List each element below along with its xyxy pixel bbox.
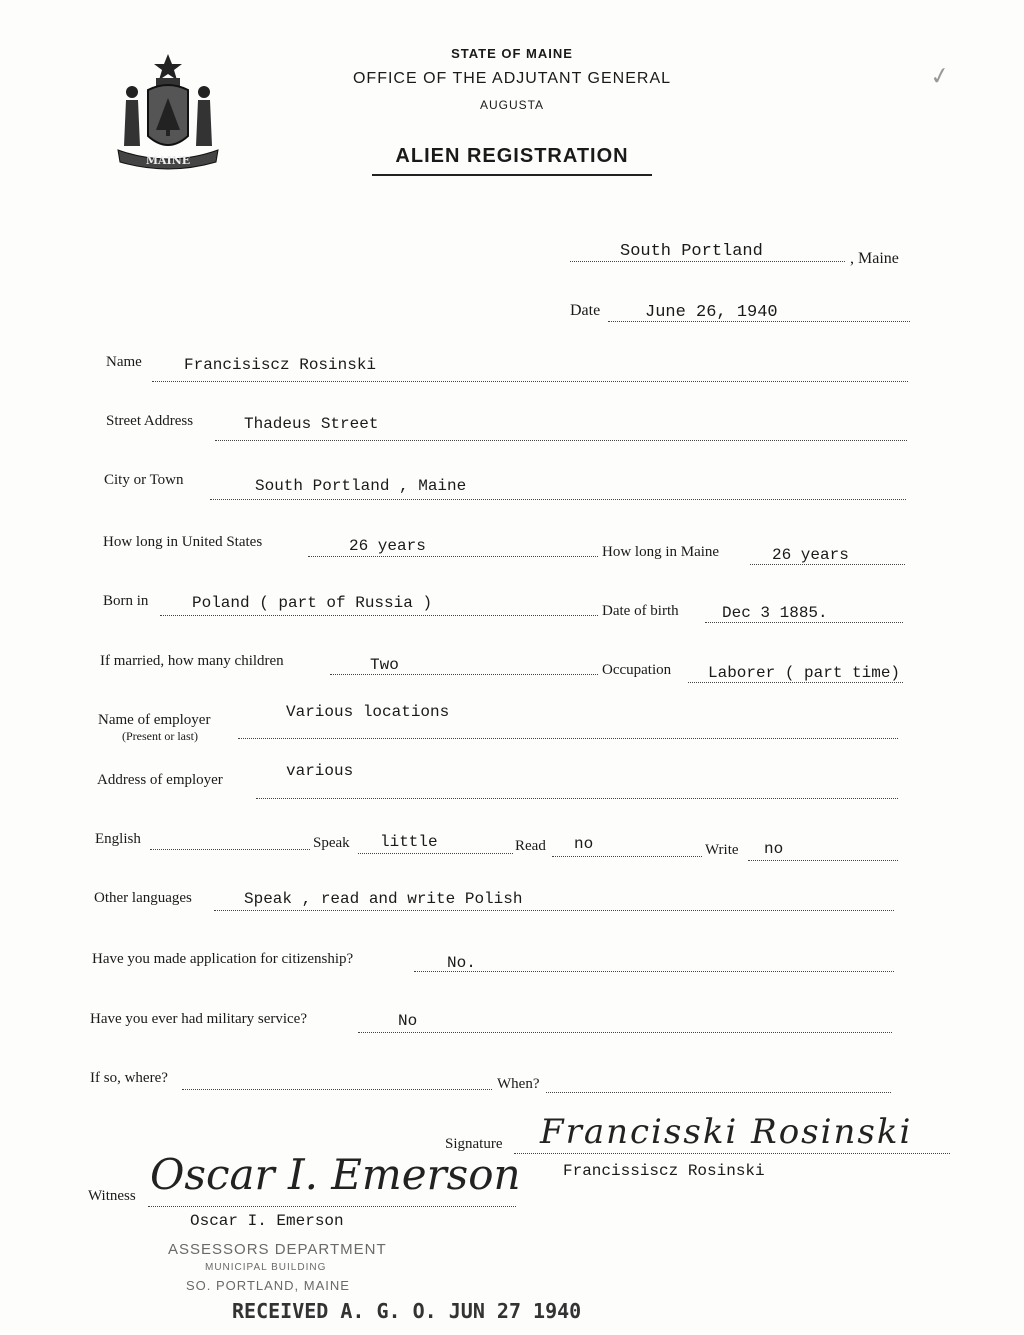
location-value: South Portland — [620, 242, 763, 261]
received-stamp: RECEIVED A. G. O. JUN 27 1940 — [232, 1299, 582, 1323]
speak-value: little — [380, 833, 438, 851]
occupation-value: Laborer ( part time) — [708, 664, 901, 682]
street-value: Thadeus Street — [244, 415, 379, 433]
children-label: If married, how many children — [100, 653, 284, 669]
read-value: no — [574, 835, 594, 853]
signature-typed: Francissiscz Rosinski — [563, 1162, 765, 1180]
other-languages-label: Other languages — [94, 890, 192, 906]
write-label: Write — [705, 842, 739, 858]
signature-handwritten: Francisski Rosinski — [540, 1112, 913, 1152]
citizenship-label: Have you made application for citizenship? — [92, 951, 354, 967]
other-languages-value: Speak , read and write Polish — [244, 890, 523, 908]
how-long-maine-value: 26 years — [772, 546, 849, 564]
military-value: No — [398, 1012, 418, 1030]
location-suffix: , Maine — [850, 250, 899, 267]
when-label: When? — [497, 1076, 540, 1092]
where-label: If so, where? — [90, 1070, 168, 1086]
date-label: Date — [570, 302, 601, 319]
svg-text:MAINE: MAINE — [145, 154, 191, 167]
street-label: Street Address — [106, 413, 194, 429]
dob-value: Dec 3 1885. — [722, 604, 828, 622]
how-long-maine-label: How long in Maine — [602, 544, 720, 560]
date-value: June 26, 1940 — [645, 303, 778, 322]
employer-address-value: various — [286, 762, 354, 780]
city-label: City or Town — [104, 472, 184, 488]
office-header: OFFICE OF THE ADJUTANT GENERAL — [352, 70, 672, 87]
english-label: English — [95, 831, 141, 847]
stamp-line-3: SO. PORTLAND, MAINE — [186, 1278, 350, 1293]
form-title: ALIEN REGISTRATION — [395, 145, 629, 167]
name-value: Francisiscz Rosinski — [184, 356, 377, 374]
stamp-line-1: ASSESSORS DEPARTMENT — [168, 1241, 387, 1258]
citizenship-value: No. — [447, 954, 476, 972]
how-long-us-value: 26 years — [349, 537, 426, 555]
city-value: South Portland , Maine — [255, 477, 467, 495]
military-label: Have you ever had military service? — [90, 1011, 307, 1027]
employer-label: Name of employer — [98, 712, 211, 728]
read-label: Read — [515, 838, 546, 854]
witness-label: Witness — [88, 1188, 136, 1204]
how-long-us-label: How long in United States — [103, 534, 263, 550]
employer-sublabel: (Present or last) — [122, 729, 198, 743]
born-in-value: Poland ( part of Russia ) — [192, 594, 433, 612]
employer-value: Various locations — [286, 703, 450, 721]
employer-address-label: Address of employer — [97, 772, 223, 788]
dob-label: Date of birth — [602, 603, 679, 619]
speak-label: Speak — [313, 835, 350, 851]
city-header: AUGUSTA — [479, 98, 545, 112]
name-label: Name — [106, 354, 142, 370]
witness-typed: Oscar I. Emerson — [190, 1212, 344, 1230]
born-in-label: Born in — [103, 593, 149, 609]
check-mark: ✓ — [927, 62, 953, 92]
title-underline — [372, 174, 652, 176]
witness-handwritten: Oscar I. Emerson — [150, 1150, 521, 1199]
occupation-label: Occupation — [602, 662, 672, 678]
stamp-line-2: MUNICIPAL BUILDING — [205, 1262, 327, 1273]
state-header: STATE OF MAINE — [451, 46, 573, 61]
children-value: Two — [370, 656, 399, 674]
signature-label: Signature — [445, 1136, 503, 1152]
write-value: no — [764, 840, 784, 858]
